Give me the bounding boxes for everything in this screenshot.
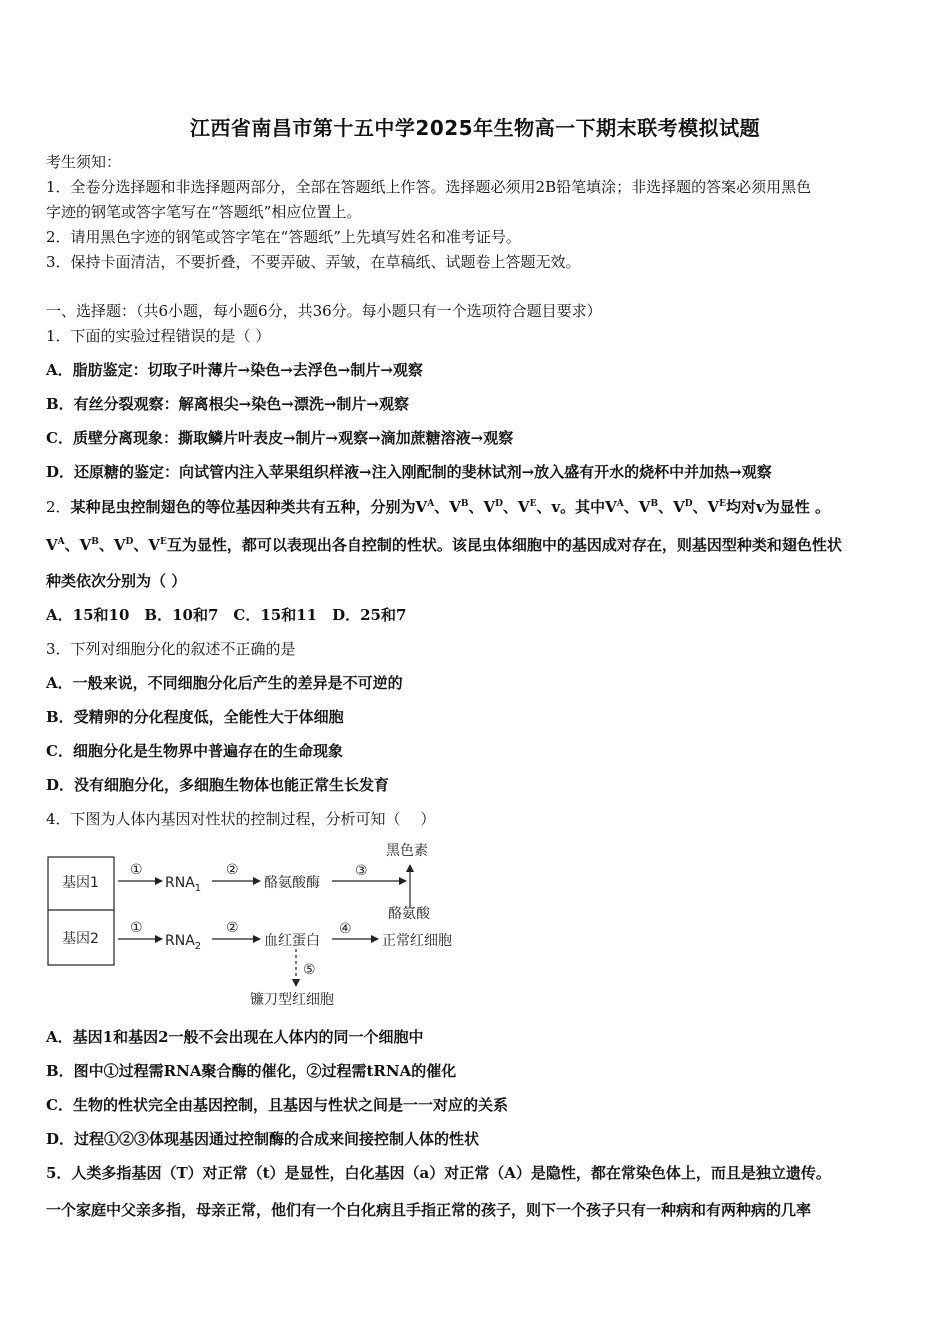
gene-control-diagram	[44, 840, 474, 1015]
step-4-label: ④	[339, 921, 352, 937]
question-2-line-3: 种类依次分别为（ ）	[46, 572, 187, 590]
step-3-label: ③	[355, 863, 368, 879]
gene-box	[48, 857, 114, 965]
step-2-label: ②	[226, 920, 239, 936]
question-3-stem: 3．下列对细胞分化的叙述不正确的是	[46, 640, 296, 658]
hemoglobin-label: 血红蛋白	[264, 933, 320, 949]
question-3-option-b: B．受精卵的分化程度低，全能性大于体细胞	[46, 708, 344, 726]
question-5-line-2: 一个家庭中父亲多指，母亲正常，他们有一个白化病且手指正常的孩子，则下一个孩子只有一种病和有两种病的几率	[46, 1201, 812, 1219]
question-1-option-c: C．质壁分离现象：撕取鳞片叶表皮→制片→观察→滴加蔗糖溶液→观察	[46, 429, 514, 447]
question-3-option-a: A．一般来说，不同细胞分化后产生的差异是不可逆的	[46, 674, 403, 692]
step-1-label: ①	[130, 862, 143, 878]
melanin-label: 黑色素	[386, 843, 428, 859]
question-3-option-d: D．没有细胞分化，多细胞生物体也能正常生长发育	[46, 776, 390, 794]
step-2-label: ②	[226, 862, 239, 878]
page-title: 江西省南昌市第十五中学2025年生物高一下期末联考模拟试题	[189, 116, 761, 140]
step-5-label: ⑤	[303, 962, 316, 978]
question-1-stem: 1．下面的实验过程错误的是（ ）	[46, 327, 271, 345]
question-4-option-a: A．基因1和基因2一般不会出现在人体内的同一个细胞中	[46, 1028, 424, 1046]
question-4-option-b: B．图中①过程需RNA聚合酶的催化，②过程需tRNA的催化	[46, 1062, 457, 1080]
question-1-option-d: D．还原糖的鉴定：向试管内注入苹果组织样液→注入刚配制的斐林试剂→放入盛有开水的烧杯中并加热→观察	[46, 463, 772, 481]
question-1-option-a: A．脂肪鉴定：切取子叶薄片→染色→去浮色→制片→观察	[46, 361, 423, 379]
question-number: 2．	[46, 498, 71, 516]
question-4-option-d: D．过程①②③体现基因通过控制酶的合成来间接控制人体的性状	[46, 1130, 480, 1148]
question-5-line-1: 5．人类多指基因（T）对正常（t）是显性，白化基因（a）对正常（A）是隐性，都在常染色体上，而且是独立遗传。	[46, 1164, 831, 1182]
question-2-line-1: 2．某种昆虫控制翅色的等位基因种类共有五种，分别为$V^A$、$V^B$、$V^D$、$V^E$、v。其中$V^A$、$V^B$、$V^D$、$V^E$均对v为显性 。	[46, 498, 830, 516]
question-2-options: A．15和10 B．10和7 C．15和11 D．25和7	[46, 606, 407, 624]
question-4-stem: 4．下图为人体内基因对性状的控制过程，分析可知（ ）	[46, 810, 436, 828]
notice-item: 2．请用黑色字迹的钢笔或答字笔在“答题纸”上先填写姓名和准考证号。	[46, 228, 521, 246]
step-1-label: ①	[130, 920, 143, 936]
rna2-label: $RNA_2$	[165, 933, 202, 952]
question-2-line-2: $V^A$、$V^B$、$V^D$、$V^E$互为显性，都可以表现出各自控制的性状。该昆虫体细胞中的基因成对存在，则基因型种类和翅色性状	[46, 536, 842, 554]
notice-heading: 考生须知：	[46, 153, 122, 171]
notice-item: 1．全卷分选择题和非选择题两部分，全部在答题纸上作答。选择题必须用2B铅笔填涂；非选择题的答案必须用黑色	[46, 178, 812, 196]
notice-item: 字迹的钢笔或答字笔写在“答题纸”相应位置上。	[46, 203, 362, 221]
question-3-option-c: C．细胞分化是生物界中普遍存在的生命现象	[46, 742, 343, 760]
section-heading: 一、选择题：（共6小题，每小题6分，共36分。每小题只有一个选项符合题目要求）	[46, 302, 602, 320]
tyrosine-label: 酪氨酸	[388, 906, 430, 922]
question-4-option-c: C．生物的性状完全由基因控制，且基因与性状之间是一一对应的关系	[46, 1096, 508, 1114]
question-1-option-b: B．有丝分裂观察：解离根尖→染色→漂洗→制片→观察	[46, 395, 409, 413]
rna1-label: $RNA_1$	[165, 875, 202, 894]
sickle-rbc-label: 镰刀型红细胞	[250, 992, 334, 1008]
gene-2-label: 基因2	[62, 931, 99, 947]
enzyme-label: 酪氨酸酶	[264, 875, 320, 891]
normal-rbc-label: 正常红细胞	[382, 933, 452, 949]
gene-1-label: 基因1	[62, 875, 99, 891]
notice-item: 3．保持卡面清洁，不要折叠，不要弄破、弄皱，在草稿纸、试题卷上答题无效。	[46, 253, 581, 271]
